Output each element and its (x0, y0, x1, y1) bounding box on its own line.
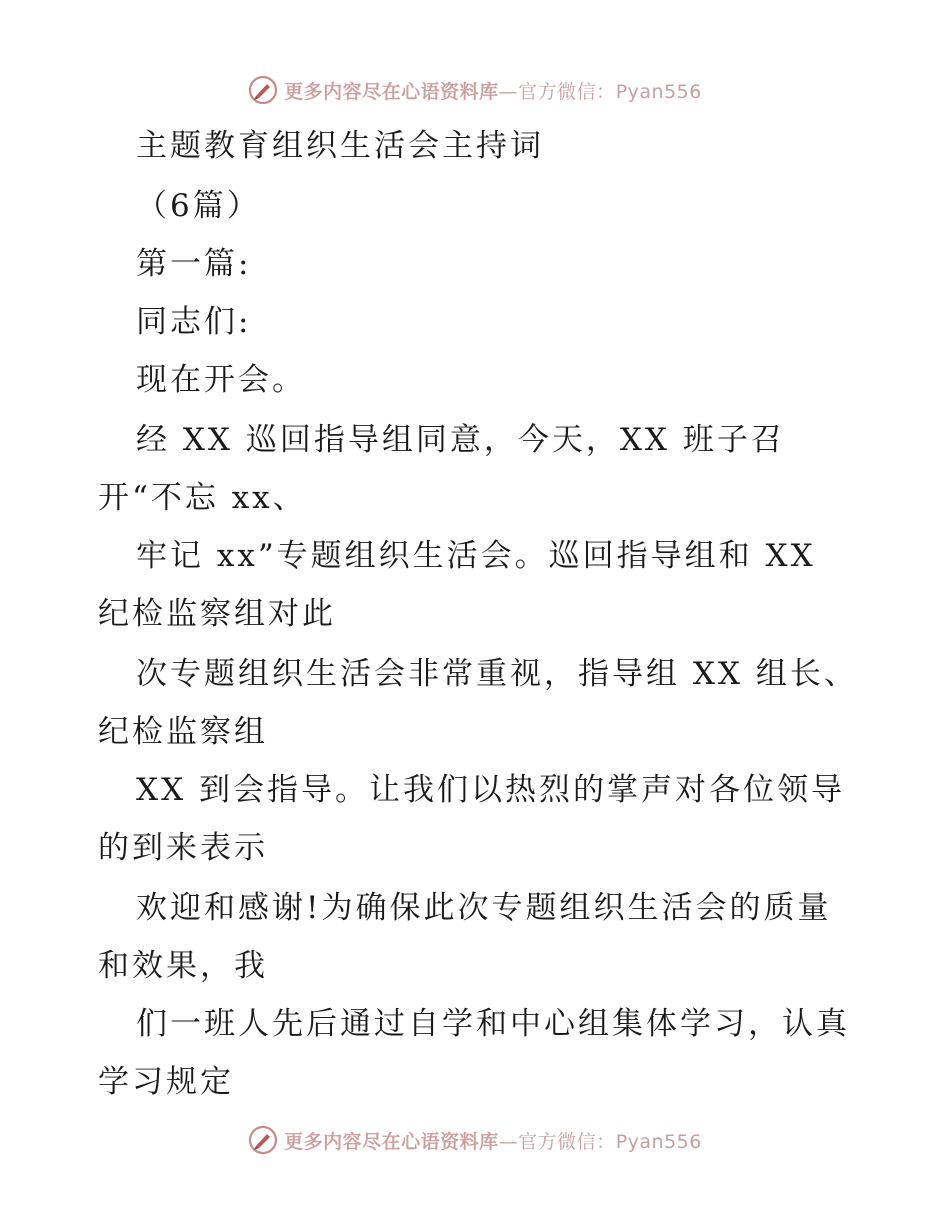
text-line: 学习规定 (98, 1064, 234, 1100)
watermark-text (284, 1127, 702, 1154)
section-heading: 第一篇: (136, 246, 252, 282)
text-line: 次专题组织生活会非常重视，指导组 XX 组长、 (136, 656, 858, 692)
watermark-wechat-id: Pyan556 (615, 80, 702, 103)
watermark-separator: — (498, 80, 519, 103)
watermark-wechat-id: Pyan556 (615, 1130, 702, 1153)
pen-logo-icon (248, 1125, 278, 1155)
text-line: XX 到会指导。让我们以热烈的掌声对各位领导 (136, 772, 845, 808)
text-line: 纪检监察组对此 (98, 596, 336, 632)
text-line: 开“不忘 xx、 (98, 480, 307, 516)
text-line: 纪检监察组 (98, 714, 268, 750)
watermark-separator: — (498, 1130, 519, 1153)
watermark-brand: 更多内容尽在心语资料库 (284, 1130, 499, 1153)
watermark-brand: 更多内容尽在心语资料库 (284, 80, 499, 103)
header-watermark (0, 72, 950, 108)
watermark-wechat-label: 官方微信： (518, 80, 616, 103)
document-title: 主题教育组织生活会主持词 (136, 128, 544, 164)
watermark-text (284, 77, 702, 104)
pen-logo-icon (248, 75, 278, 105)
text-line: 经 XX 巡回指导组同意，今天，XX 班子召 (136, 422, 785, 458)
text-line: 的到来表示 (98, 830, 268, 866)
text-line: 和效果，我 (98, 948, 268, 984)
watermark-wechat-label: 官方微信： (518, 1130, 616, 1153)
footer-watermark (0, 1122, 950, 1158)
text-line: 现在开会。 (136, 362, 306, 398)
text-line: 牢记 xx”专题组织生活会。巡回指导组和 XX (136, 538, 816, 574)
document-subtitle: （6篇） (136, 188, 261, 224)
text-line: 同志们: (136, 304, 252, 340)
text-line: 欢迎和感谢!为确保此次专题组织生活会的质量 (136, 890, 832, 926)
text-line: 们一班人先后通过自学和中心组集体学习，认真 (136, 1006, 850, 1042)
